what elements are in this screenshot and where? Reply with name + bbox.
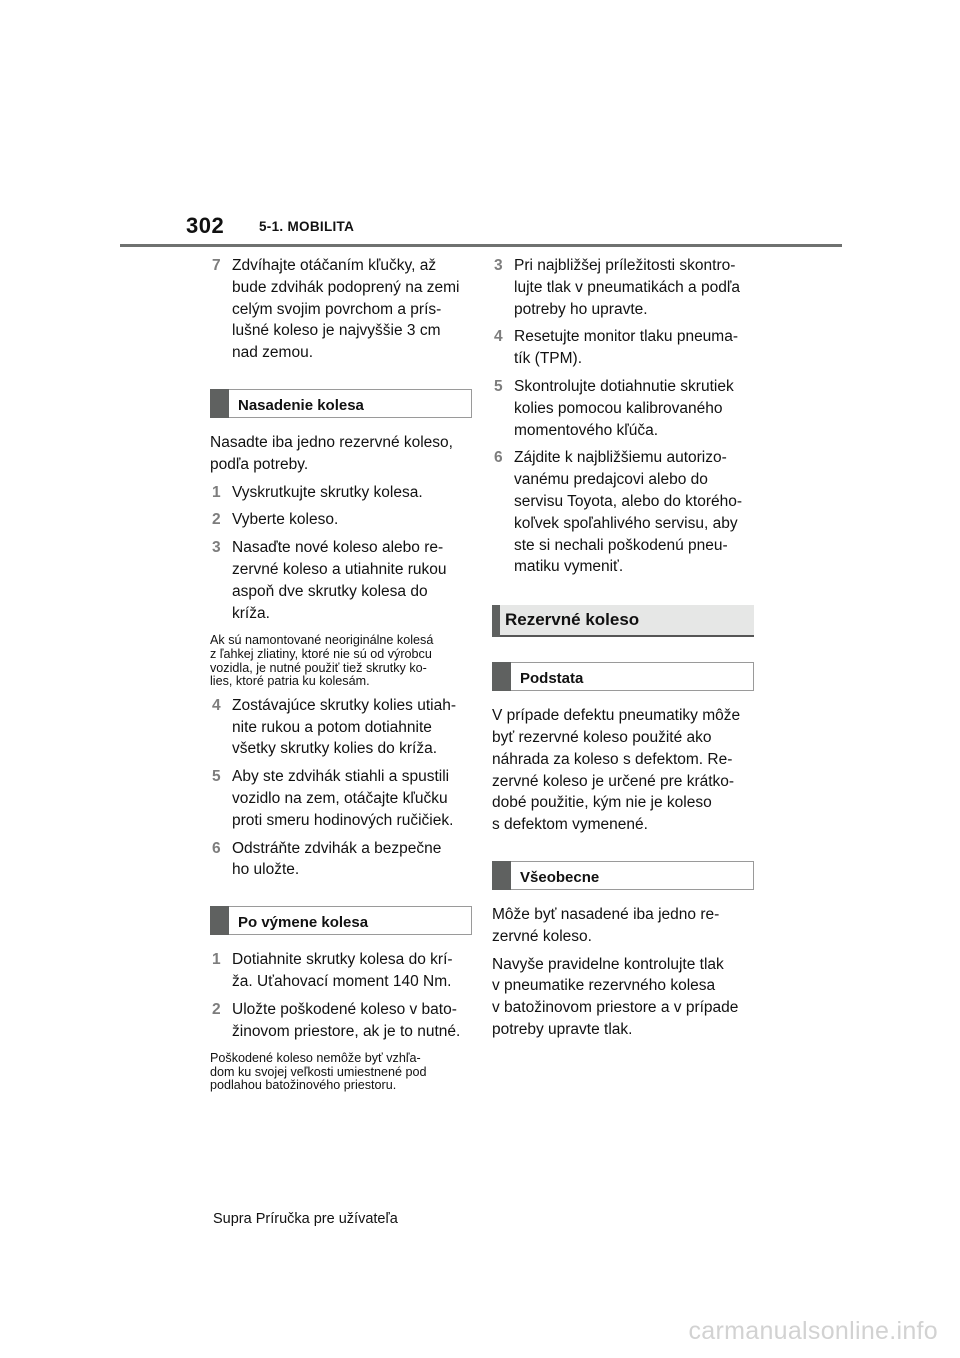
text-line: Nasadte iba jedno rezervné koleso, (210, 433, 453, 451)
text-line: Môže byť nasadené iba jedno re- (492, 905, 720, 923)
text-line: servisu Toyota, alebo do ktorého- (514, 492, 743, 510)
text-line: dom ku svojej veľkosti umiestnené pod (210, 1064, 427, 1079)
step-number: 6 (212, 839, 221, 857)
step-6 (210, 838, 472, 882)
text-line: koľvek spoľahlivého servisu, aby (514, 514, 738, 532)
text-line: Resetujte monitor tlaku pneuma- (514, 328, 739, 346)
step-number: 7 (212, 257, 221, 274)
section-title: 5-1. MOBILITA (259, 219, 355, 234)
text-line: lujte tlak v pneumatikách a podľa (514, 278, 740, 296)
step-2 (210, 509, 472, 531)
text-line: žinovom priestore, ak je to nutné. (232, 1022, 461, 1040)
step-6 (492, 447, 754, 578)
text-line: bude zdvihák podoprený na zemi (232, 278, 460, 296)
step-number: 4 (212, 696, 221, 714)
text-line: všetky skrutky kolies do kríža. (232, 740, 438, 758)
text-line: podľa potreby. (210, 455, 309, 473)
text-line: aspoň dve skrutky kolesa do (232, 582, 428, 600)
text-line: v pneumatike rezervného kolesa (492, 977, 716, 995)
step-number: 3 (212, 539, 221, 557)
text-line: Navyše pravidelne kontrolujte tlak (492, 955, 724, 973)
text-line: tík (TPM). (514, 350, 583, 368)
text-line: Vyskrutkujte skrutky kolesa. (232, 483, 423, 501)
text-line: lies, ktoré patria ku kolesám. (210, 674, 370, 689)
text-line: Zdvíhajte otáčaním kľučky, až (232, 257, 437, 274)
section-heading-label: Rezervné koleso (505, 610, 640, 630)
heading-po-vymene-kolesa (210, 906, 472, 935)
step-number: 6 (494, 449, 503, 467)
heading-marker (492, 861, 511, 890)
step-number: 2 (212, 511, 221, 529)
step-7 (210, 255, 472, 364)
text-line: Poškodené koleso nemôže byť vzhľa- (210, 1051, 421, 1066)
intro-paragraph (210, 432, 472, 476)
text-line: matiku vymeniť. (514, 558, 624, 576)
step-5 (210, 766, 472, 831)
header-rule (120, 244, 842, 247)
note-damaged-wheel (210, 1052, 472, 1093)
page-number: 302 (186, 213, 225, 238)
heading-podstata (492, 662, 754, 691)
text-line: potreby ho upravte. (514, 300, 648, 318)
step-text (232, 255, 472, 364)
vseobecne-paragraph-1 (492, 904, 754, 948)
text-line: momentového kľúča. (514, 421, 659, 439)
heading-marker (210, 906, 229, 935)
text-line: Zostávajúce skrutky kolies utiah- (232, 696, 456, 714)
text-line: podlahou batožinového priestoru. (210, 1078, 397, 1093)
text-line: Vyberte koleso. (232, 511, 339, 529)
text-line: vozidla, je nutné použiť tiež skrutky ko- (210, 660, 427, 675)
text-line: Pri najbližšej príležitosti skontro- (514, 257, 736, 274)
step-number: 3 (494, 257, 503, 274)
step-number: 1 (212, 483, 221, 501)
step-4 (210, 695, 472, 760)
step-4 (492, 326, 754, 370)
text-line: z ľahkej zliatiny, ktoré nie sú od výrobcu (210, 646, 432, 661)
section-heading-rezervne-koleso (492, 605, 754, 637)
text-line: ste si nechali poškodenú pneu- (514, 536, 728, 554)
text-line: Aby ste zdvihák stiahli a spustili (232, 768, 450, 786)
text-line: Zájdite k najbližšiemu autorizo- (514, 449, 727, 467)
step-number: 5 (212, 768, 221, 786)
watermark: carmanualsonline.info (688, 1317, 938, 1345)
text-line: zervné koleso a utiahnite rukou (232, 560, 447, 578)
text-line: byť rezervné koleso použité ako (492, 728, 712, 746)
text-line: Dotiahnite skrutky kolesa do krí- (232, 951, 453, 969)
text-line: vozidlo na zem, otáčajte kľučku (232, 789, 448, 807)
heading-label: Po výmene kolesa (238, 914, 369, 932)
heading-label: Všeobecne (520, 868, 600, 886)
text-line: V prípade defektu pneumatiky môže (492, 707, 741, 725)
text-line: v batožinovom priestore a v prípade (492, 999, 739, 1017)
section-heading-marker (492, 605, 500, 637)
heading-marker (210, 389, 229, 418)
step-number: 4 (494, 328, 503, 346)
text-line: Odstráňte zdvihák a bezpečne (232, 839, 442, 857)
text-line: lušné koleso je najvyššie 3 cm (232, 322, 441, 340)
text-line: dobé použitie, kým nie je koleso (492, 794, 712, 812)
vseobecne-paragraph-2 (492, 954, 754, 1041)
step-2 (210, 999, 472, 1043)
text-line: s defektom vymenené. (492, 816, 648, 834)
footer-text: Supra Príručka pre užívateľa (213, 1211, 398, 1227)
text-line: proti smeru hodinových ručičiek. (232, 811, 454, 829)
left-column (210, 255, 472, 1099)
note-alloy-wheels (210, 634, 472, 688)
step-number: 5 (494, 377, 503, 395)
text-line: Ak sú namontované neoriginálne kolesá (210, 633, 434, 648)
steps-group-c (210, 949, 472, 1042)
step-3 (210, 537, 472, 624)
podstata-paragraph (492, 705, 754, 836)
text-line: ho uložte. (232, 861, 300, 879)
text-line: zervné koleso. (492, 927, 592, 945)
heading-nasadenie-kolesa (210, 389, 472, 418)
text-line: kríža. (232, 604, 270, 622)
heading-label: Nasadenie kolesa (238, 396, 364, 414)
text-line: náhrada za koleso s defektom. Re- (492, 750, 733, 768)
step-5 (492, 376, 754, 441)
step-1 (210, 949, 472, 993)
step-number: 1 (212, 951, 221, 969)
step-number: 2 (212, 1000, 221, 1018)
text-line: Skontrolujte dotiahnutie skrutiek (514, 377, 734, 395)
heading-marker (492, 662, 511, 691)
heading-vseobecne (492, 861, 754, 890)
text-line: Uložte poškodené koleso v bato- (232, 1000, 457, 1018)
step-1 (210, 482, 472, 504)
steps-group-a (210, 482, 472, 625)
steps-group-b (210, 695, 472, 881)
step-3 (492, 255, 754, 320)
text-line: nad zemou. (232, 344, 313, 362)
text-line: zervné koleso je určené pre krátko- (492, 772, 735, 790)
text-line: nite rukou a potom dotiahnite (232, 718, 432, 736)
right-column (492, 255, 754, 1047)
heading-label: Podstata (520, 670, 584, 688)
text-line: potreby upravte tlak. (492, 1020, 633, 1038)
text-line: celým svojim povrchom a prís- (232, 300, 442, 318)
text-line: kolies pomocou kalibrovaného (514, 399, 723, 417)
text-line: ža. Uťahovací moment 140 Nm. (232, 972, 452, 990)
text-line: Nasaďte nové koleso alebo re- (232, 539, 444, 557)
text-line: vanému predajcovi alebo do (514, 471, 708, 489)
